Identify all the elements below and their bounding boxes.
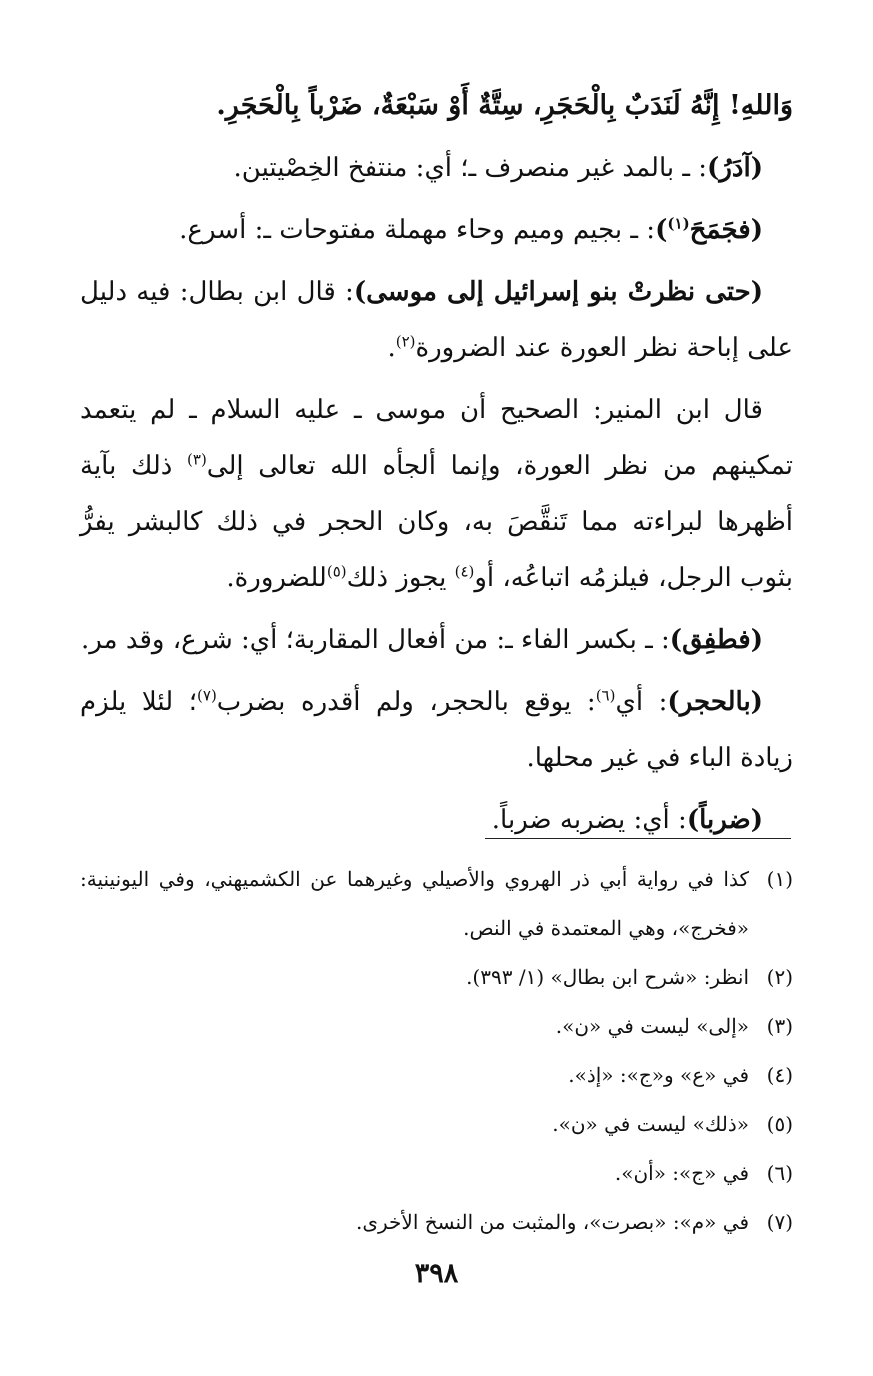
term-fajamaha — [655, 215, 763, 245]
footnote-ref: (٧) — [197, 686, 217, 705]
footnote-number: (٣) — [766, 1014, 793, 1038]
footnote-separator — [485, 838, 791, 839]
footnote-ref: (٢) — [395, 332, 416, 351]
paragraph-text: : أي — [615, 687, 668, 717]
paragraph-text: ؛ لئلا يلزم زيادة الباء في غير محلها. — [80, 687, 793, 773]
footnote-4 — [80, 1051, 793, 1100]
term-fatafiqa: (فطفِق) — [669, 625, 763, 655]
term-bilhajar: (بالحجر) — [667, 687, 763, 717]
footnote-number: (١) — [766, 867, 793, 891]
paragraph-text: ذلك بآية أظهرها لبراءته مما تَنقَّصَ به، وكان الحجر في ذلك كالبشر يفرُّ بثوب الرجل، فيلزمُه اتباعُه، أو — [80, 451, 793, 593]
footnote-number: (٦) — [766, 1161, 793, 1185]
footnote-5 — [80, 1100, 793, 1149]
term-text: (فجَمَحَ — [689, 215, 763, 245]
footnote-ref: (١) — [667, 214, 690, 233]
footnote-number: (٤) — [766, 1063, 793, 1087]
footnote-6 — [80, 1149, 793, 1198]
footnote-text: في «ج»: «أن». — [614, 1161, 749, 1185]
paragraph-text: : ـ بكسر الفاء ـ: من أفعال المقاربة؛ أي: شرع، وقد مر. — [81, 625, 670, 655]
page-number: ٣٩٨ — [414, 1258, 459, 1289]
footnote-text: «إلى» ليست في «ن». — [555, 1014, 749, 1038]
paragraph-text: : يوقع بالحجر، ولم أقدره بضرب — [216, 687, 596, 717]
footnote-number: (٢) — [766, 965, 793, 989]
main-text — [80, 78, 793, 848]
footnote-3 — [80, 1002, 793, 1051]
footnote-ref: (٦) — [595, 686, 616, 705]
paragraph-text: : ـ بجيم وميم وحاء مهملة مفتوحات ـ: أسرع. — [179, 215, 656, 245]
paragraph-fatafiqa — [80, 612, 793, 668]
verse-text: وَاللهِ! إِنَّهُ لَنَدَبٌ بِالْحَجَرِ، سِتَّةٌ أَوْ سَبْعَةٌ، ضَرْباً بِالْحَجَرِ. — [216, 90, 793, 121]
paragraph-darban — [80, 792, 793, 848]
footnote-text: انظر: «شرح ابن بطال» (١/ ٣٩٣). — [466, 965, 749, 989]
paragraph-text: قال ابن المنير: الصحيح أن موسى ـ عليه السلام ـ لم يتعمد تمكينهم من نظر العورة، وإنما ألجأه الله تعالى إلى — [80, 395, 793, 481]
footnote-number: (٧) — [766, 1210, 793, 1234]
paragraph-adar — [80, 140, 793, 196]
paragraph-ibn-munir — [80, 382, 793, 606]
verse-line — [80, 78, 793, 134]
paragraph-hatta — [80, 264, 793, 376]
paragraph-bilhajar — [80, 674, 793, 786]
paragraph-end: . — [387, 333, 396, 363]
footnote-number: (٥) — [766, 1112, 793, 1136]
paragraph-text: للضرورة. — [226, 563, 327, 593]
footnote-text: في «م»: «بصرت»، والمثبت من النسخ الأخرى. — [356, 1210, 749, 1234]
footnote-ref: (٥) — [326, 562, 347, 581]
footnote-7 — [80, 1198, 793, 1247]
footnotes — [80, 855, 793, 1247]
footnote-2 — [80, 953, 793, 1002]
paragraph-fajamaha — [80, 202, 793, 258]
footnote-1 — [80, 855, 793, 953]
term-hatta: (حتى نظرتْ بنو إسرائيل إلى موسى) — [353, 277, 763, 307]
paragraph-text: : قال ابن بطال: فيه دليل على إباحة نظر العورة عند الضرورة — [80, 277, 793, 363]
footnote-text: في «ع» و«ج»: «إذ». — [568, 1063, 749, 1087]
footnote-text: «ذلك» ليست في «ن». — [552, 1112, 749, 1136]
paragraph-text: : ـ بالمد غير منصرف ـ؛ أي: منتفخ الخِصْيتين. — [233, 153, 708, 183]
paragraph-text: يجوز ذلك — [346, 563, 455, 593]
term-darban: (ضرباً) — [686, 805, 763, 835]
footnote-ref: (٤) — [454, 562, 475, 581]
footnote-ref: (٣) — [187, 450, 207, 469]
term-adar: (آدَرُ) — [707, 153, 763, 183]
term-close: ) — [655, 215, 668, 245]
footnote-text: كذا في رواية أبي ذر الهروي والأصيلي وغيرهما عن الكشميهني، وفي اليونينية: «فخرج»، وهي المعتمدة في النص. — [80, 867, 749, 940]
paragraph-text: : أي: يضربه ضرباً. — [491, 805, 687, 835]
